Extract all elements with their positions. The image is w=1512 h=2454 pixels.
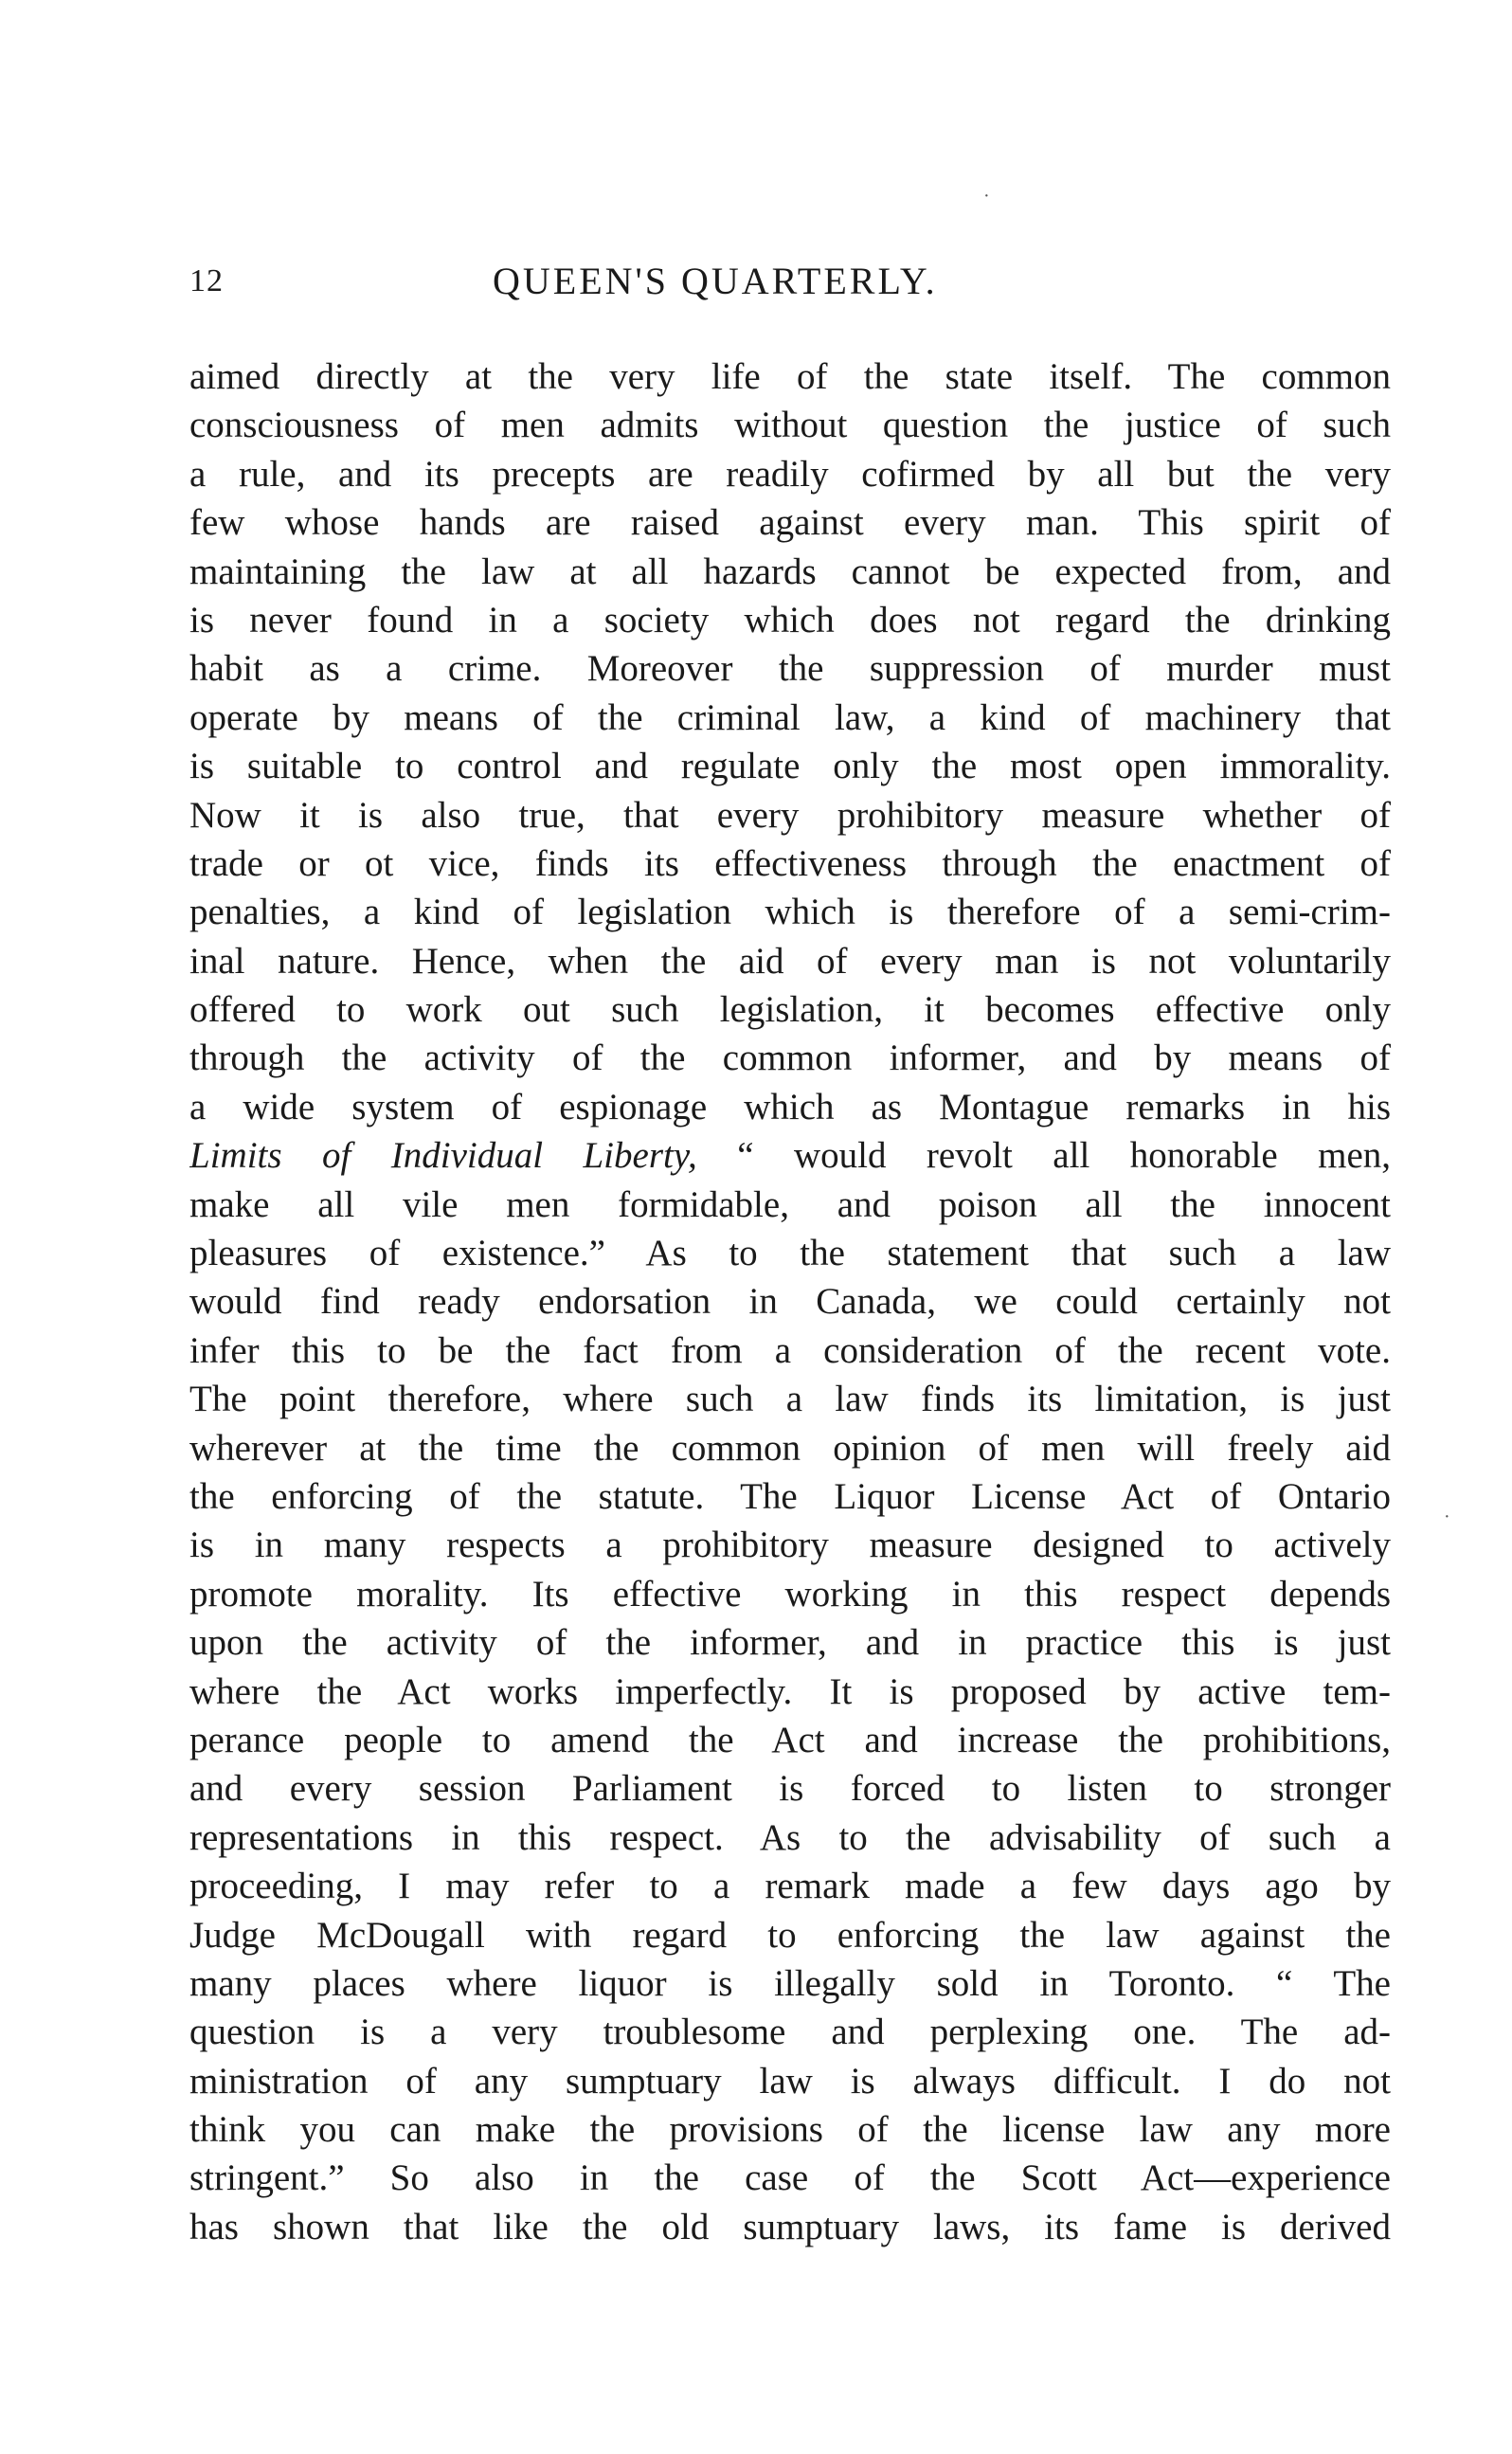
text-line: stringent.” So also in the case of the Scott Act—experience (189, 2157, 1391, 2199)
book-title-italic: Limits of Individual Liberty, (189, 1135, 697, 1177)
text-line: penalties, a kind of legislation which is therefore of a semi-crim- (189, 892, 1391, 933)
running-head (189, 258, 1402, 305)
text-line: the enforcing of the statute. The Liquor License Act of Ontario (189, 1475, 1391, 1517)
text-line: Judge McDougall with regard to enforcing the law against the (189, 1914, 1391, 1956)
text-line: trade or ot vice, finds its effectiveness through the enactment of (189, 842, 1391, 884)
text-line: wherever at the time the common opinion of men will freely aid (189, 1427, 1391, 1469)
text-line: operate by means of the criminal law, a kind of machinery that (189, 696, 1391, 738)
text-line: is in many respects a prohibitory measure designed to actively (189, 1525, 1391, 1566)
text-line: consciousness of men admits without question the justice of such (189, 405, 1391, 446)
print-speck: · (1444, 1507, 1450, 1527)
text-line: The point therefore, where such a law finds its limitation, is just (189, 1379, 1391, 1420)
text-line: would find ready endorsation in Canada, we could certainly not (189, 1281, 1391, 1323)
text-line: a wide system of espionage which as Montague remarks in his (189, 1086, 1391, 1128)
text-line: representations in this respect. As to the advisability of such a (189, 1816, 1391, 1858)
text-line: aimed directly at the very life of the state itself. The common (189, 356, 1391, 397)
text-line: promote morality. Its effective working in this respect depends (189, 1573, 1391, 1615)
text-line: Now it is also true, that every prohibitory measure whether of (189, 794, 1391, 836)
text-line: think you can make the provisions of the license law any more (189, 2109, 1391, 2151)
text-line: is never found in a society which does not regard the drinking (189, 599, 1391, 641)
print-speck: · (983, 186, 990, 207)
text-run: “ would revolt all honorable men, (696, 1135, 1391, 1177)
text-line: perance people to amend the Act and increase the prohibitions, (189, 1719, 1391, 1760)
text-line: inal nature. Hence, when the aid of every man is not voluntarily (189, 940, 1391, 982)
journal-title: QUEEN'S QUARTERLY. (493, 260, 938, 302)
text-line: habit as a crime. Moreover the suppression of murder must (189, 648, 1391, 690)
text-line: upon the activity of the informer, and in practice this is just (189, 1622, 1391, 1664)
text-line: maintaining the law at all hazards cannot be expected from, and (189, 550, 1391, 592)
text-line: many places where liquor is illegally sold in Toronto. “ The (189, 1962, 1391, 2004)
text-line: infer this to be the fact from a consideration of the recent vote. (189, 1329, 1391, 1371)
text-line: make all vile men formidable, and poison all the innocent (189, 1183, 1391, 1225)
text-line: is suitable to control and regulate only the most open immorality. (189, 746, 1391, 787)
body-text (189, 352, 1391, 2251)
text-line: and every session Parliament is forced to listen to stronger (189, 1768, 1391, 1810)
text-line: a rule, and its precepts are readily cofirmed by all but the very (189, 453, 1391, 495)
text-line: pleasures of existence.” As to the statement that such a law (189, 1233, 1391, 1274)
text-line: question is a very troublesome and perplexing one. The ad- (189, 2012, 1391, 2053)
text-line: few whose hands are raised against every man. This spirit of (189, 502, 1391, 544)
text-line: ministration of any sumptuary law is always difficult. I do not (189, 2060, 1391, 2102)
text-line: through the activity of the common informer, and by means of (189, 1038, 1391, 1079)
text-line: where the Act works imperfectly. It is proposed by active tem- (189, 1670, 1391, 1712)
text-line: proceeding, I may refer to a remark made a few days ago by (189, 1866, 1391, 1907)
text-line: has shown that like the old sumptuary laws, its fame is derived (189, 2206, 1391, 2247)
page-number: 12 (189, 263, 224, 298)
text-line: offered to work out such legislation, it becomes effective only (189, 989, 1391, 1031)
text-line (189, 1131, 1391, 1180)
